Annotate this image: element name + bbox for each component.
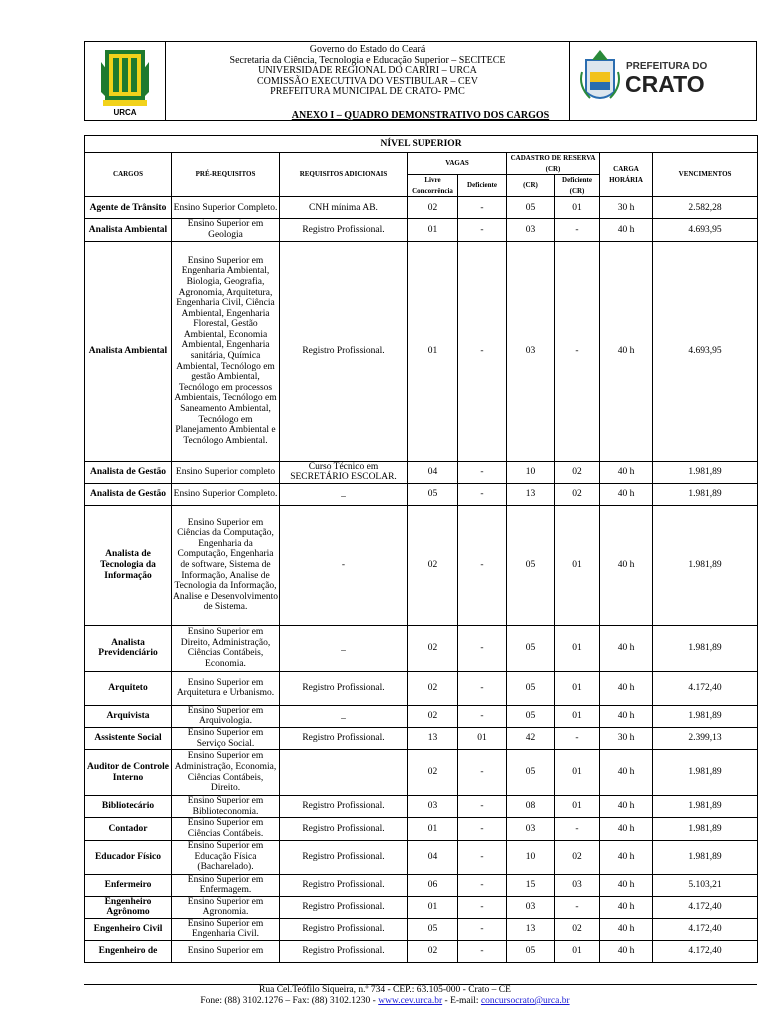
cell-pre-requisitos: Ensino Superior completo xyxy=(172,461,280,483)
cell-cr: 03 xyxy=(507,818,555,840)
cell-livre: 01 xyxy=(408,219,458,241)
cell-cargo: Bibliotecário xyxy=(85,796,172,818)
cell-cr-deficiente: 01 xyxy=(555,705,600,727)
cell-cr-deficiente: 02 xyxy=(555,461,600,483)
cell-livre: 04 xyxy=(408,840,458,874)
cell-deficiente: - xyxy=(458,461,507,483)
cell-requisitos-adicionais: Registro Profissional. xyxy=(280,219,408,241)
cell-requisitos-adicionais: - xyxy=(280,505,408,625)
cell-pre-requisitos: Ensino Superior Completo. xyxy=(172,483,280,505)
cell-carga-horaria: 40 h xyxy=(600,625,653,671)
header-livre-concorrencia: Livre Concorrência xyxy=(408,175,458,197)
header-pre-requisitos: PRÉ-REQUISITOS xyxy=(172,153,280,197)
cell-requisitos-adicionais: Registro Profissional. xyxy=(280,918,408,940)
header-cr-deficiente: Deficiente (CR) xyxy=(555,175,600,197)
cell-requisitos-adicionais: Curso Técnico em SECRETÁRIO ESCOLAR. xyxy=(280,461,408,483)
cell-cr-deficiente: 01 xyxy=(555,750,600,796)
header-line: UNIVERSIDADE REGIONAL DO CARIRI – URCA xyxy=(258,65,477,77)
table-row xyxy=(85,727,758,749)
cell-vencimentos: 1.981,89 xyxy=(653,483,758,505)
cell-pre-requisitos: Ensino Superior em Biblioteconomia. xyxy=(172,796,280,818)
cell-deficiente: - xyxy=(458,896,507,918)
cell-requisitos-adicionais: Registro Profissional. xyxy=(280,241,408,461)
table-row xyxy=(85,505,758,625)
cell-cr-deficiente: - xyxy=(555,241,600,461)
table-row xyxy=(85,840,758,874)
website-link[interactable]: www.cev.urca.br xyxy=(378,996,443,1006)
table-row xyxy=(85,818,758,840)
cell-cr: 05 xyxy=(507,671,555,705)
cell-pre-requisitos: Ensino Superior em Educação Física (Bacharelado). xyxy=(172,840,280,874)
cell-cr-deficiente: 01 xyxy=(555,505,600,625)
table-row xyxy=(85,705,758,727)
cell-cargo: Engenheiro de xyxy=(85,941,172,963)
cell-cr: 05 xyxy=(507,505,555,625)
table-row xyxy=(85,918,758,940)
cell-deficiente: - xyxy=(458,671,507,705)
cell-cr: 05 xyxy=(507,941,555,963)
cargos-table xyxy=(84,135,758,963)
cell-deficiente: - xyxy=(458,197,507,219)
cell-cr: 08 xyxy=(507,796,555,818)
cell-cr-deficiente: - xyxy=(555,896,600,918)
cell-pre-requisitos: Ensino Superior em Enfermagem. xyxy=(172,874,280,896)
cell-cr: 13 xyxy=(507,483,555,505)
cell-livre: 02 xyxy=(408,505,458,625)
cell-requisitos-adicionais: Registro Profissional. xyxy=(280,840,408,874)
cell-pre-requisitos: Ensino Superior em Serviço Social. xyxy=(172,727,280,749)
cell-vencimentos: 1.981,89 xyxy=(653,461,758,483)
cell-cr-deficiente: 01 xyxy=(555,941,600,963)
cell-deficiente: 01 xyxy=(458,727,507,749)
cell-cargo: Analista Previdenciário xyxy=(85,625,172,671)
cell-cargo: Auditor de Controle Interno xyxy=(85,750,172,796)
cell-vencimentos: 1.981,89 xyxy=(653,818,758,840)
cell-vencimentos: 4.693,95 xyxy=(653,219,758,241)
email-link[interactable]: concursocrato@urca.br xyxy=(480,996,570,1006)
cell-livre: 01 xyxy=(408,241,458,461)
cell-vencimentos: 1.981,89 xyxy=(653,705,758,727)
cell-deficiente: - xyxy=(458,840,507,874)
cell-livre: 01 xyxy=(408,896,458,918)
crato-logo-line1: PREFEITURA DO xyxy=(626,61,708,72)
table-row xyxy=(85,941,758,963)
cell-cargo: Analista Ambiental xyxy=(85,219,172,241)
cell-cr-deficiente: 01 xyxy=(555,671,600,705)
cell-cr: 03 xyxy=(507,241,555,461)
cell-livre: 02 xyxy=(408,750,458,796)
cell-livre: 02 xyxy=(408,941,458,963)
cell-requisitos-adicionais: Registro Profissional. xyxy=(280,896,408,918)
cell-vencimentos: 4.172,40 xyxy=(653,671,758,705)
cell-cargo: Analista de Gestão xyxy=(85,461,172,483)
cell-pre-requisitos: Ensino Superior em Agronomia. xyxy=(172,896,280,918)
header-line: COMISSÃO EXECUTIVA DO VESTIBULAR – CEV xyxy=(256,75,479,87)
header-cr: (CR) xyxy=(507,175,555,197)
level-title: NÍVEL SUPERIOR xyxy=(85,136,758,153)
header-carga-horaria: CARGA HORÁRIA xyxy=(600,153,653,197)
cell-cr-deficiente: - xyxy=(555,818,600,840)
cell-cargo: Educador Físico xyxy=(85,840,172,874)
footer-email-label: - E-mail: xyxy=(442,996,481,1006)
cell-requisitos-adicionais: Registro Profissional. xyxy=(280,671,408,705)
cell-requisitos-adicionais: Registro Profissional. xyxy=(280,727,408,749)
cell-cargo: Analista Ambiental xyxy=(85,241,172,461)
cell-pre-requisitos: Ensino Superior em Engenharia Civil. xyxy=(172,918,280,940)
cell-deficiente: - xyxy=(458,941,507,963)
cell-pre-requisitos: Ensino Superior em Ciências da Computação, Engenharia da Computação, Engenharia de software, Sistema de Informação, Analise de Tecnologia da Informação, Analise e Desenvolvimento de Sistema. xyxy=(172,505,280,625)
cell-carga-horaria: 40 h xyxy=(600,840,653,874)
cell-vencimentos: 1.981,89 xyxy=(653,505,758,625)
cell-vencimentos: 4.693,95 xyxy=(653,241,758,461)
urca-logo xyxy=(85,42,165,120)
cell-requisitos-adicionais: _ xyxy=(280,625,408,671)
cell-cargo: Contador xyxy=(85,818,172,840)
cell-deficiente: - xyxy=(458,505,507,625)
cell-pre-requisitos: Ensino Superior Completo. xyxy=(172,197,280,219)
urca-logo-label: URCA xyxy=(113,108,137,117)
annex-title: ANEXO I – QUADRO DEMONSTRATIVO DOS CARGOS xyxy=(291,110,550,121)
cell-deficiente: - xyxy=(458,818,507,840)
cell-cargo: Engenheiro Agrônomo xyxy=(85,896,172,918)
crato-logo-cell xyxy=(569,42,756,120)
header-vagas: VAGAS xyxy=(408,153,507,175)
cell-cr: 42 xyxy=(507,727,555,749)
table-row xyxy=(85,750,758,796)
table-row xyxy=(85,671,758,705)
cell-requisitos-adicionais: _ xyxy=(280,483,408,505)
cell-livre: 02 xyxy=(408,671,458,705)
cell-cr-deficiente: 01 xyxy=(555,796,600,818)
cell-vencimentos: 4.172,40 xyxy=(653,941,758,963)
cell-vencimentos: 5.103,21 xyxy=(653,874,758,896)
cell-livre: 13 xyxy=(408,727,458,749)
cell-vencimentos: 4.172,40 xyxy=(653,918,758,940)
cell-requisitos-adicionais: _ xyxy=(280,705,408,727)
header-deficiente: Deficiente xyxy=(458,175,507,197)
table-row xyxy=(85,197,758,219)
cell-carga-horaria: 30 h xyxy=(600,197,653,219)
cell-cr: 05 xyxy=(507,705,555,727)
cell-cr-deficiente: 03 xyxy=(555,874,600,896)
cell-carga-horaria: 30 h xyxy=(600,727,653,749)
cell-cr: 03 xyxy=(507,219,555,241)
cell-cargo: Agente de Trânsito xyxy=(85,197,172,219)
cell-deficiente: - xyxy=(458,796,507,818)
cell-vencimentos: 1.981,89 xyxy=(653,840,758,874)
cell-pre-requisitos: Ensino Superior em Direito, Administração, Ciências Contábeis, Economia. xyxy=(172,625,280,671)
urca-logo-cell xyxy=(85,42,166,120)
header-line: PREFEITURA MUNICIPAL DE CRATO- PMC xyxy=(270,86,465,98)
cell-cargo: Engenheiro Civil xyxy=(85,918,172,940)
header-requisitos-adicionais: REQUISITOS ADICIONAIS xyxy=(280,153,408,197)
crato-logo-line2: CRATO xyxy=(625,71,705,97)
footer-phone: Fone: (88) 3102.1276 – Fax: (88) 3102.1230 - xyxy=(200,996,379,1006)
footer-address: Rua Cel.Teófilo Siqueira, n.º 734 - CEP.: 63.105-000 - Crato – CE xyxy=(259,985,511,995)
cell-cargo: Analista de Tecnologia da Informação xyxy=(85,505,172,625)
cell-cr-deficiente: 02 xyxy=(555,840,600,874)
table-body xyxy=(85,197,758,963)
cell-cr-deficiente: 02 xyxy=(555,918,600,940)
header-institution-lines xyxy=(165,45,570,98)
cell-cr: 10 xyxy=(507,461,555,483)
cell-livre: 02 xyxy=(408,197,458,219)
cell-vencimentos: 2.582,28 xyxy=(653,197,758,219)
cell-cr-deficiente: - xyxy=(555,219,600,241)
cell-pre-requisitos: Ensino Superior em Engenharia Ambiental, Biologia, Geografia, Agronomia, Arquitetura, Engenharia Civil, Ciência Ambiental, Engenharia Florestal, Gestão Ambiental, Economia Ambiental, Engenharia sanitária, Química Ambiental, Tecnólogo em gestão Ambiental, Tecnólogo em processos Ambientais, Tecnólogo em Saneamento Ambiental, Tecnólogo em Planejamento Ambiental e Tecnólogo Ambiental. xyxy=(172,241,280,461)
cell-cr-deficiente: 01 xyxy=(555,197,600,219)
table-row xyxy=(85,461,758,483)
header-line: Secretaria da Ciência, Tecnologia e Educação Superior – SECITECE xyxy=(229,54,506,66)
cell-carga-horaria: 40 h xyxy=(600,705,653,727)
cell-carga-horaria: 40 h xyxy=(600,671,653,705)
cell-cr: 05 xyxy=(507,750,555,796)
cell-cr-deficiente: 01 xyxy=(555,625,600,671)
cell-carga-horaria: 40 h xyxy=(600,918,653,940)
cell-cr: 13 xyxy=(507,918,555,940)
footer-contacts xyxy=(0,996,770,1006)
cell-vencimentos: 1.981,89 xyxy=(653,750,758,796)
cell-carga-horaria: 40 h xyxy=(600,750,653,796)
table-row xyxy=(85,796,758,818)
table-row xyxy=(85,483,758,505)
cell-pre-requisitos: Ensino Superior em Arquitetura e Urbanismo. xyxy=(172,671,280,705)
cell-deficiente: - xyxy=(458,219,507,241)
cell-requisitos-adicionais: Registro Profissional. xyxy=(280,818,408,840)
cell-deficiente: - xyxy=(458,625,507,671)
cell-pre-requisitos: Ensino Superior em Geologia xyxy=(172,219,280,241)
table-row xyxy=(85,241,758,461)
cell-cr: 15 xyxy=(507,874,555,896)
table-row xyxy=(85,219,758,241)
cell-requisitos-adicionais xyxy=(280,750,408,796)
cell-cr: 05 xyxy=(507,625,555,671)
cell-carga-horaria: 40 h xyxy=(600,874,653,896)
table-row xyxy=(85,896,758,918)
cell-pre-requisitos: Ensino Superior em Ciências Contábeis. xyxy=(172,818,280,840)
cell-deficiente: - xyxy=(458,918,507,940)
cell-cr-deficiente: - xyxy=(555,727,600,749)
cell-cr: 03 xyxy=(507,896,555,918)
header-cargos: CARGOS xyxy=(85,153,172,197)
header-cadastro-reserva: CADASTRO DE RESERVA (CR) xyxy=(507,153,600,175)
cell-carga-horaria: 40 h xyxy=(600,219,653,241)
cell-carga-horaria: 40 h xyxy=(600,241,653,461)
cell-deficiente: - xyxy=(458,705,507,727)
cell-cargo: Enfermeiro xyxy=(85,874,172,896)
cell-pre-requisitos: Ensino Superior em Administração, Economia, Ciências Contábeis, Direito. xyxy=(172,750,280,796)
cell-livre: 03 xyxy=(408,796,458,818)
cell-deficiente: - xyxy=(458,750,507,796)
cell-carga-horaria: 40 h xyxy=(600,461,653,483)
cell-requisitos-adicionais: CNH mínima AB. xyxy=(280,197,408,219)
cell-cargo: Arquiteto xyxy=(85,671,172,705)
cell-vencimentos: 1.981,89 xyxy=(653,625,758,671)
cell-requisitos-adicionais: Registro Profissional. xyxy=(280,874,408,896)
cell-cargo: Arquivista xyxy=(85,705,172,727)
document-header xyxy=(84,41,757,121)
cell-livre: 04 xyxy=(408,461,458,483)
header-vencimentos: VENCIMENTOS xyxy=(653,153,758,197)
cell-deficiente: - xyxy=(458,241,507,461)
cell-livre: 05 xyxy=(408,918,458,940)
cell-carga-horaria: 40 h xyxy=(600,796,653,818)
cell-cr-deficiente: 02 xyxy=(555,483,600,505)
cell-deficiente: - xyxy=(458,874,507,896)
cell-cr: 05 xyxy=(507,197,555,219)
cell-livre: 02 xyxy=(408,625,458,671)
cell-carga-horaria: 40 h xyxy=(600,896,653,918)
cell-vencimentos: 4.172,40 xyxy=(653,896,758,918)
cell-deficiente: - xyxy=(458,483,507,505)
cell-cargo: Analista de Gestão xyxy=(85,483,172,505)
table-row xyxy=(85,625,758,671)
table-row xyxy=(85,874,758,896)
cell-livre: 02 xyxy=(408,705,458,727)
header-line: Governo do Estado do Ceará xyxy=(309,44,426,55)
cell-cargo: Assistente Social xyxy=(85,727,172,749)
cell-vencimentos: 1.981,89 xyxy=(653,796,758,818)
cell-livre: 06 xyxy=(408,874,458,896)
crato-logo xyxy=(570,42,756,120)
cell-livre: 01 xyxy=(408,818,458,840)
cell-requisitos-adicionais: Registro Profissional. xyxy=(280,941,408,963)
cell-requisitos-adicionais: Registro Profissional. xyxy=(280,796,408,818)
cell-vencimentos: 2.399,13 xyxy=(653,727,758,749)
cell-cr: 10 xyxy=(507,840,555,874)
cell-pre-requisitos: Ensino Superior em xyxy=(172,941,280,963)
cell-livre: 05 xyxy=(408,483,458,505)
cell-pre-requisitos: Ensino Superior em Arquivologia. xyxy=(172,705,280,727)
cell-carga-horaria: 40 h xyxy=(600,505,653,625)
cell-carga-horaria: 40 h xyxy=(600,483,653,505)
cell-carga-horaria: 40 h xyxy=(600,818,653,840)
cell-carga-horaria: 40 h xyxy=(600,941,653,963)
